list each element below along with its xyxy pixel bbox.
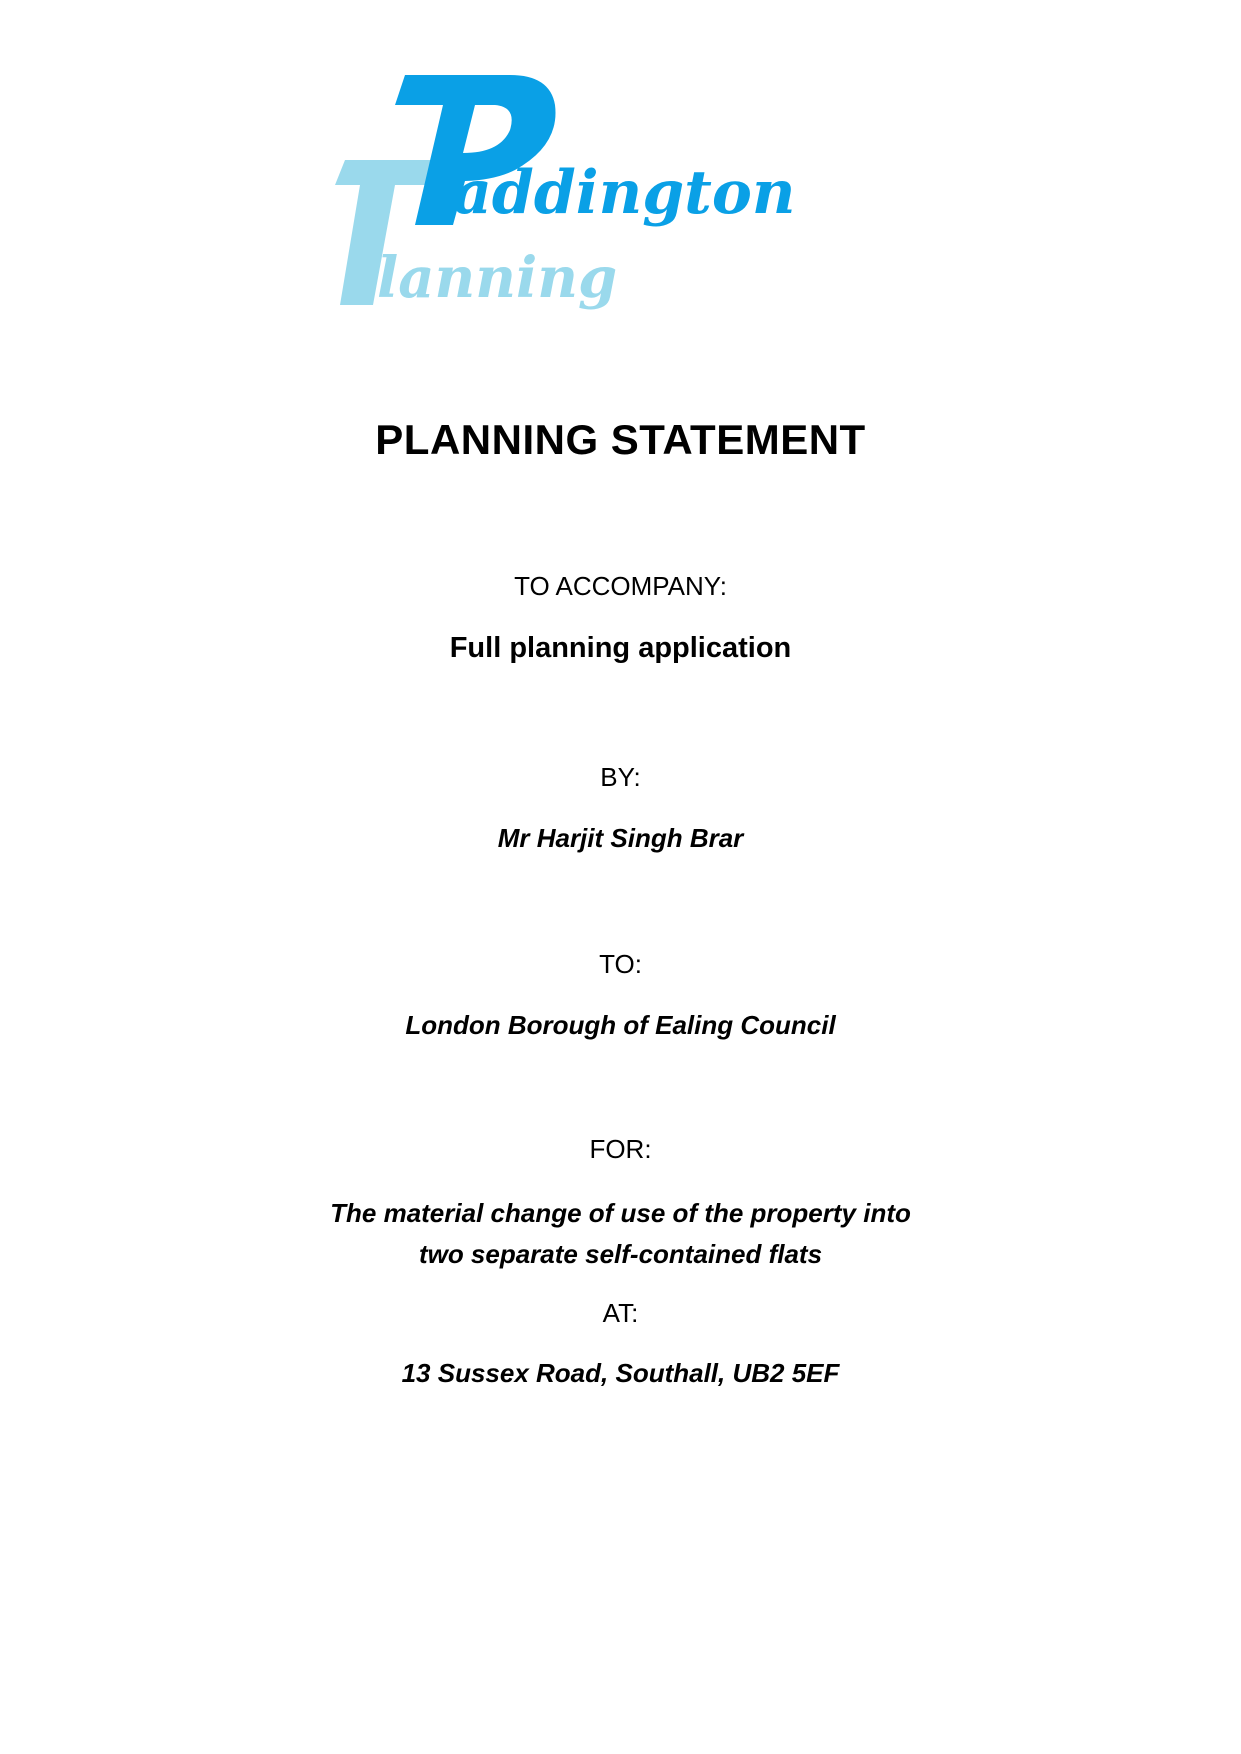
page-title: PLANNING STATEMENT — [375, 416, 866, 463]
accompany-label: TO ACCOMPANY: — [514, 571, 727, 601]
accompany-value: Full planning application — [449, 632, 792, 664]
logo-word-top: addington — [453, 158, 796, 228]
proposal-description-line-2: two separate self-contained flats — [418, 1239, 823, 1269]
by-label: BY: — [600, 762, 641, 792]
for-label: FOR: — [589, 1134, 652, 1164]
council-name: London Borough of Ealing Council — [405, 1010, 836, 1040]
to-label: TO: — [599, 949, 642, 979]
at-label: AT: — [602, 1298, 639, 1328]
site-address: 13 Sussex Road, Southall, UB2 5EF — [401, 1358, 840, 1388]
applicant-name: Mr Harjit Singh Brar — [497, 823, 744, 853]
logo-word-bottom: lanning — [377, 245, 618, 311]
proposal-description — [0, 1193, 1241, 1275]
paddington-planning-logo — [335, 75, 895, 335]
proposal-description-line-1: The material change of use of the property into — [330, 1198, 911, 1228]
